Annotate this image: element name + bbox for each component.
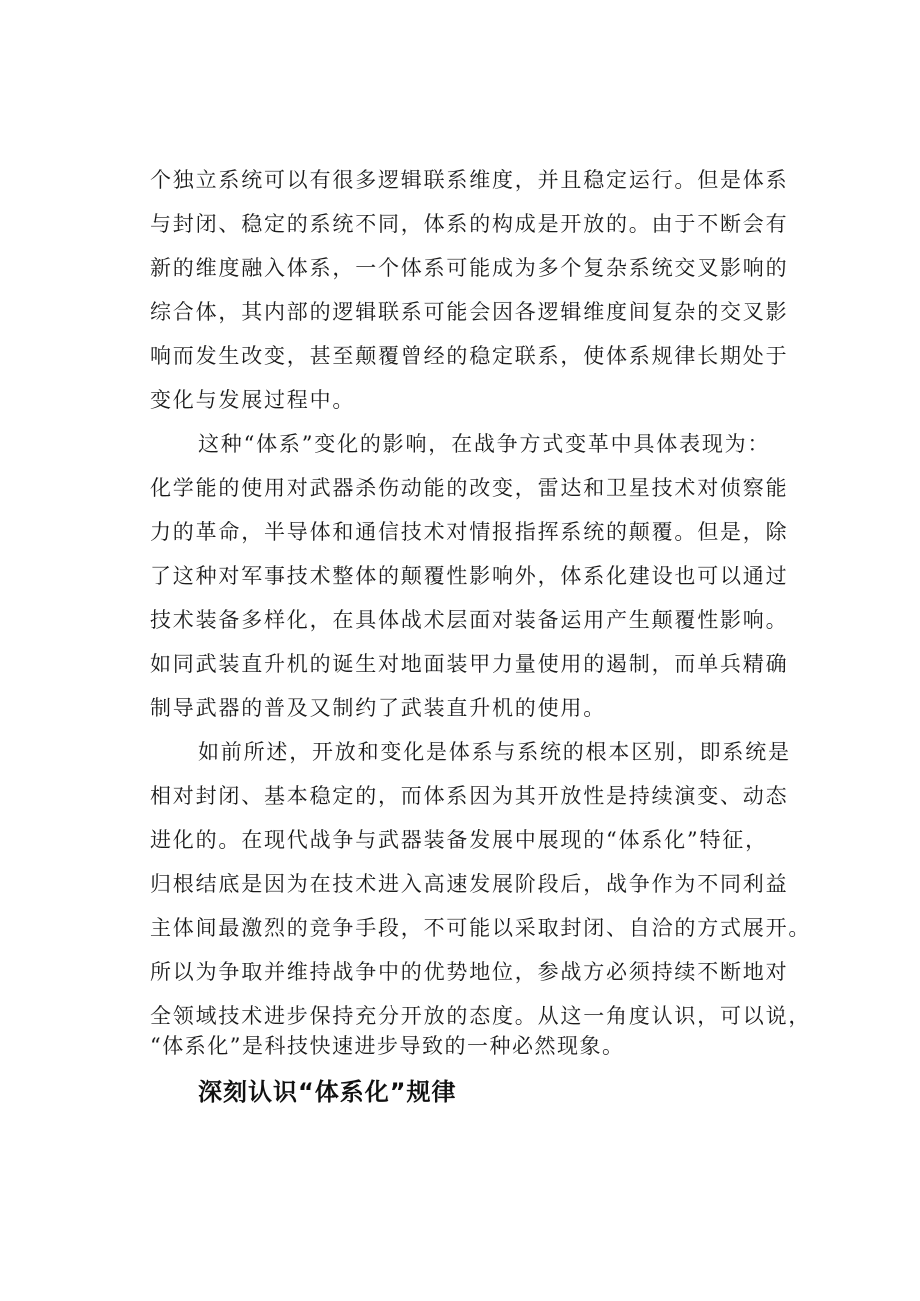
paragraph-line: 综合体，其内部的逻辑联系可能会因各逻辑维度间复杂的交叉影 (150, 300, 789, 324)
paragraph-line: 化学能的使用对武器杀伤动能的改变，雷达和卫星技术对侦察能 (150, 476, 789, 500)
paragraph-line: 技术装备多样化，在具体战术层面对装备运用产生颠覆性影响。 (150, 608, 789, 632)
paragraph-line: 进化的。在现代战争与武器装备发展中展现的“体系化”特征， (150, 828, 768, 852)
paragraph-line: 了这种对军事技术整体的颠覆性影响外，体系化建设也可以通过 (150, 564, 789, 588)
paragraph-line: 所以为争取并维持战争中的优势地位，参战方必须持续不断地对 (150, 960, 789, 984)
paragraph-line: 相对封闭、基本稳定的，而体系因为其开放性是持续演变、动态 (150, 784, 789, 808)
paragraph-line: 这种“体系”变化的影响，在战争方式变革中具体表现为： (198, 432, 771, 456)
paragraph-line: 如前所述，开放和变化是体系与系统的根本区别，即系统是 (198, 740, 791, 764)
paragraph-line: 制导武器的普及又制约了武装直升机的使用。 (150, 696, 606, 720)
paragraph-line: 归根结底是因为在技术进入高速发展阶段后，战争作为不同利益 (150, 872, 789, 896)
paragraph-line: “体系化”是科技快速进步导致的一种必然现象。 (150, 1034, 625, 1058)
paragraph-line: 主体间最激烈的竞争手段，不可能以采取封闭、自洽的方式展开。 (150, 916, 812, 940)
paragraph-line: 变化与发展过程中。 (150, 388, 356, 412)
paragraph-line: 个独立系统可以有很多逻辑联系维度，并且稳定运行。但是体系 (150, 168, 789, 192)
paragraph-line: 新的维度融入体系，一个体系可能成为多个复杂系统交叉影响的 (150, 256, 789, 280)
paragraph-line: 响而发生改变，甚至颠覆曾经的稳定联系，使体系规律长期处于 (150, 344, 789, 368)
paragraph-line: 力的革命，半导体和通信技术对情报指挥系统的颠覆。但是，除 (150, 520, 789, 544)
paragraph-line: 与封闭、稳定的系统不同，体系的构成是开放的。由于不断会有 (150, 212, 789, 236)
paragraph-line: 如同武装直升机的诞生对地面装甲力量使用的遏制，而单兵精确 (150, 652, 789, 676)
section-heading: 深刻认识“体系化”规律 (198, 1078, 457, 1106)
paragraph-line: 全领域技术进步保持充分开放的态度。从这一角度认识，可以说， (150, 1004, 812, 1028)
